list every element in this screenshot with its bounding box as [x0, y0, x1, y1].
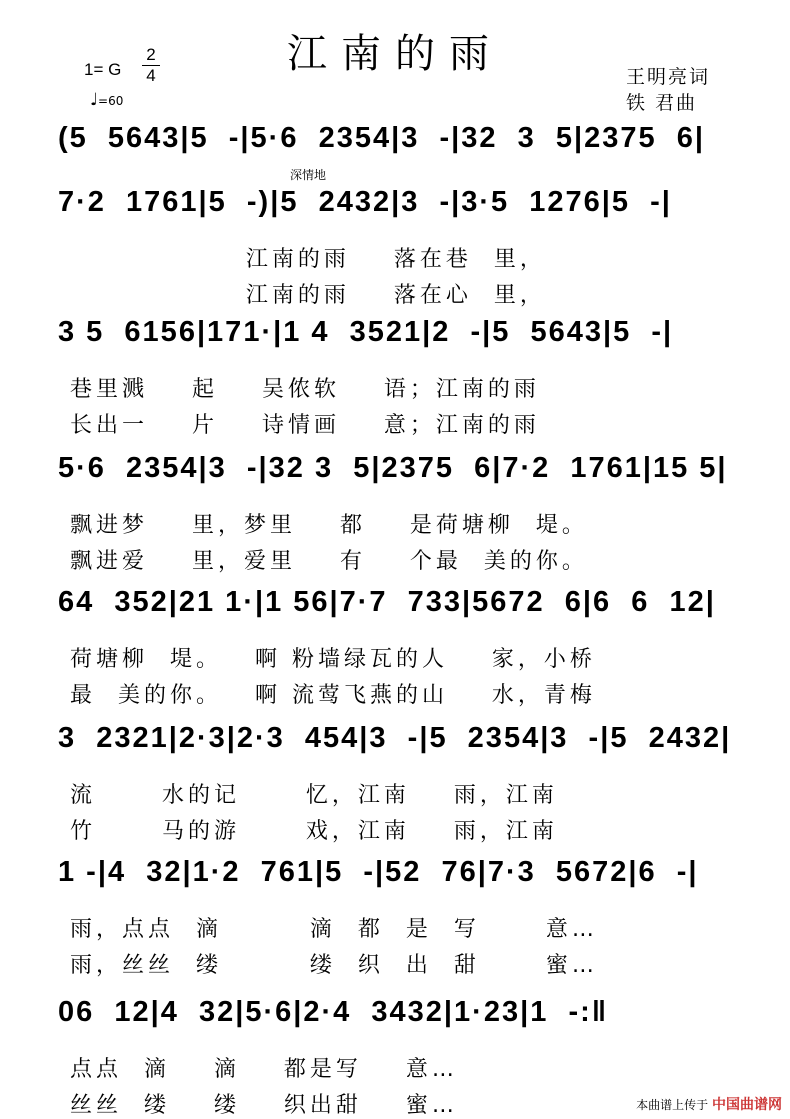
score-row	[58, 852, 748, 978]
lyric-verse-1: 点点 滴 滴 都是写 意…	[70, 1057, 458, 1082]
lyric-verse-2: 雨，丝丝 缕 缕 织 出 甜 蜜…	[70, 953, 598, 978]
quarter-note-icon: ♩	[90, 90, 99, 110]
notation-line: 06 12|4 32|5·6|2·4 3432|1·23|1 -:‖	[58, 996, 609, 1028]
notation-line: 3 2321|2·3|2·3 454|3 -|5 2354|3 -|5 2432|	[58, 722, 732, 754]
lyric-verse-1: 雨，点点 滴 滴 都 是 写 意…	[70, 917, 598, 942]
upload-text: 本曲谱上传于	[636, 1098, 709, 1112]
lyric-verse-2: 长出一 片 诗情画 意；江南的雨	[70, 413, 540, 438]
notation-line: 7·2 1761|5 -)|5 2432|3 -|3·5 1276|5 -|	[58, 186, 672, 218]
tempo-marking	[90, 90, 123, 110]
notation-line: (5 5643|5 -|5·6 2354|3 -|32 3 5|2375 6|	[58, 122, 705, 154]
lyric-verse-2: 飘进爱 里，爱里 有 个最 美的你。	[70, 549, 588, 574]
score-row	[58, 118, 748, 158]
score-row	[58, 718, 748, 844]
notation-line: 1 -|4 32|1·2 761|5 -|52 76|7·3 5672|6 -|	[58, 856, 699, 888]
score-row	[58, 582, 748, 708]
time-signature	[142, 46, 160, 85]
page-title: 江南的雨	[287, 31, 503, 77]
site-logo: 中国曲谱网	[712, 1097, 782, 1113]
score-row	[58, 312, 748, 438]
time-signature-top: 2	[146, 45, 156, 64]
lyric-verse-2: 竹 马的游 戏，江南 雨，江南	[70, 819, 558, 844]
footer-watermark	[636, 1094, 782, 1114]
lyric-verse-1: 巷里溅 起 吴侬软 语；江南的雨	[70, 377, 540, 402]
time-signature-bottom: 4	[146, 66, 156, 85]
lyric-verse-1: 飘进梦 里，梦里 都 是荷塘柳 堤。	[70, 513, 588, 538]
lyric-verse-2: 最 美的你。 啊 流莺飞燕的山 水，青梅	[70, 683, 596, 708]
lyricist-credit: 王明亮词	[626, 66, 711, 88]
expression-mark: 深情地	[290, 168, 327, 182]
lyric-verse-2: 江南的雨 落在心 里，	[70, 283, 546, 308]
notation-line: 64 352|21 1·|1 56|7·7 733|5672 6|6 6 12|	[58, 586, 716, 618]
notation-line: 5·6 2354|3 -|32 3 5|2375 6|7·2 1761|15 5|	[58, 452, 728, 484]
score-row	[58, 448, 748, 574]
lyric-verse-2: 丝丝 缕 缕 织出甜 蜜…	[70, 1093, 458, 1118]
tempo-value: =60	[98, 94, 124, 108]
score-row	[58, 182, 748, 308]
lyric-verse-1: 江南的雨 落在巷 里，	[70, 247, 546, 272]
notation-line: 3 5 6156|171·|1 4 3521|2 -|5 5643|5 -|	[58, 316, 674, 348]
lyric-verse-1: 荷塘柳 堤。 啊 粉墙绿瓦的人 家，小桥	[70, 647, 596, 672]
lyric-verse-1: 流 水的记 忆，江南 雨，江南	[70, 783, 558, 808]
composer-credit: 铁 君曲	[626, 92, 698, 114]
key-signature: 1= G	[84, 60, 122, 79]
